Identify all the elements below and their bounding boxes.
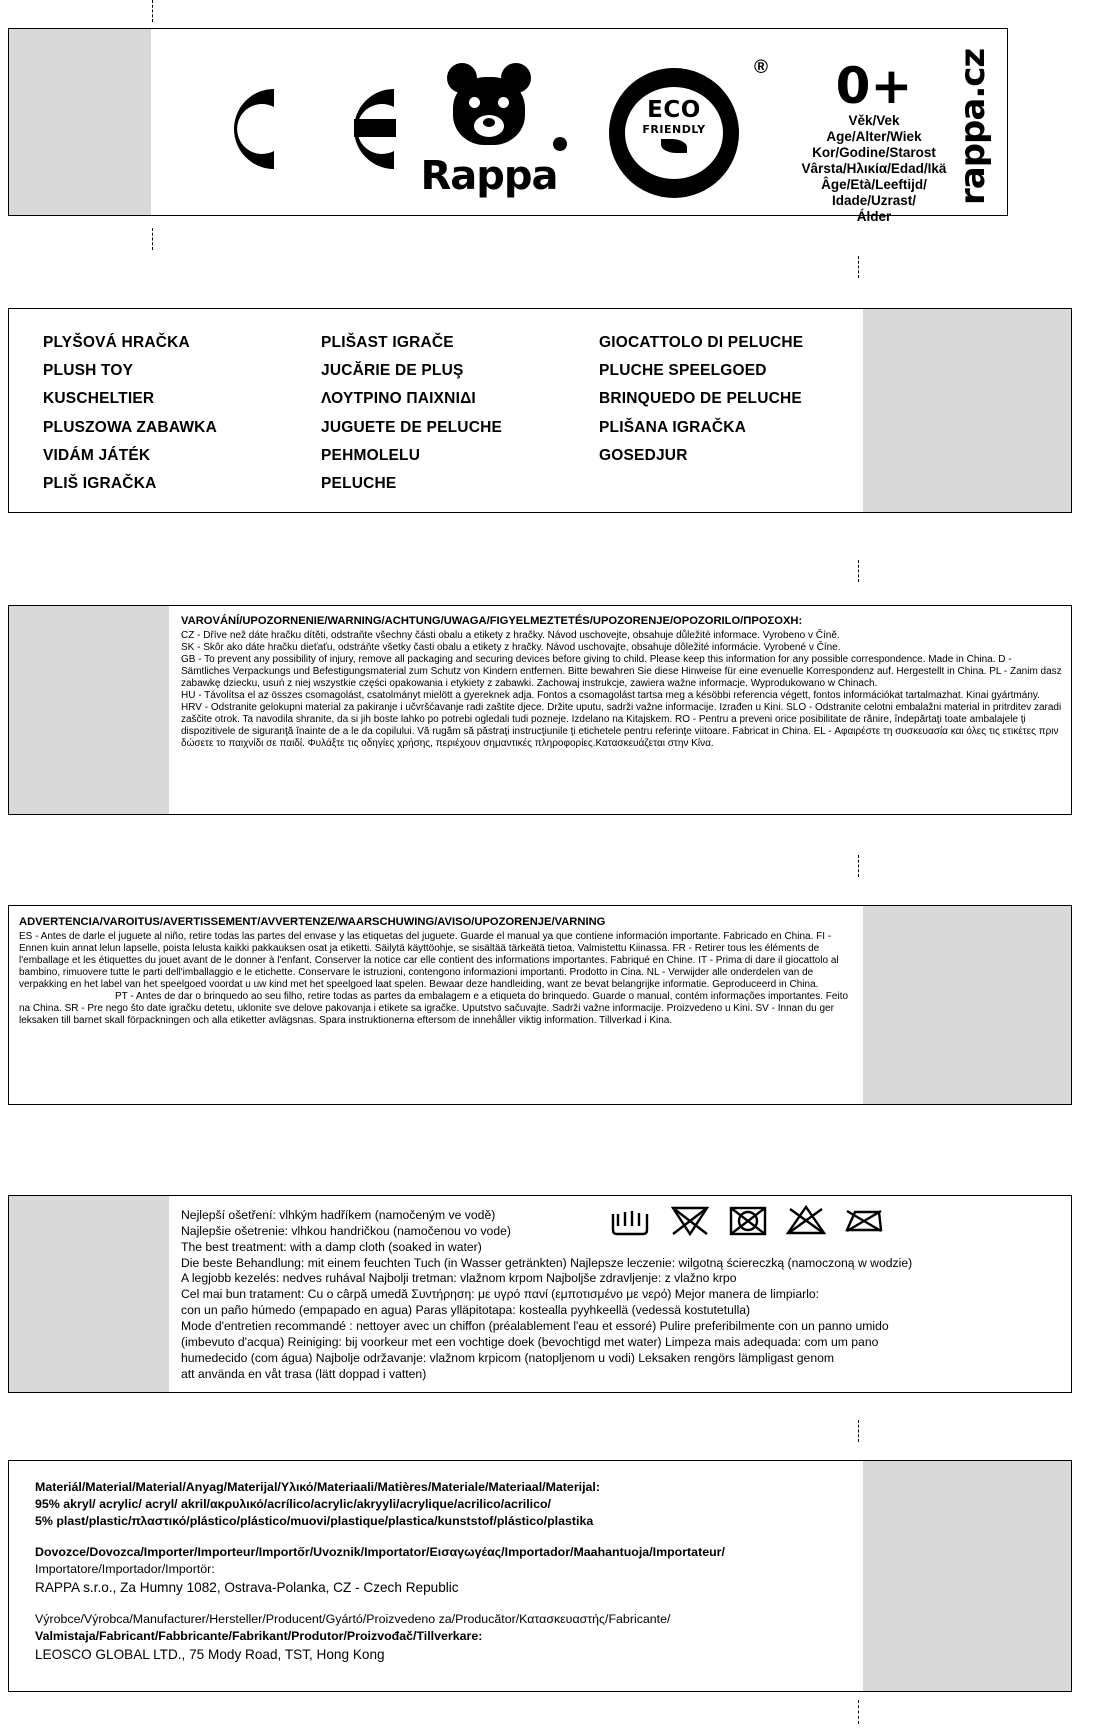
eco-friendly-badge xyxy=(599,63,749,213)
bear-head-icon xyxy=(445,63,533,151)
age-label: Álder xyxy=(856,208,892,224)
warning-paragraph: CZ - Dříve než dáte hračku dítěti, odstraňte všechny části obalu a etikety z hračky. Návod uschovejte, obsahuje důležité informace. Vyrobeno v Číně. xyxy=(181,629,840,641)
manufacturer-label: Výrobce/Výrobca/Manufacturer/Hersteller/Producent/Gyártó/Proizvedeno za/Producător/Κατασκευαστής/Fabricante/ xyxy=(35,1612,671,1627)
care-instructions-panel xyxy=(8,1195,1072,1393)
svg-text:RAPPA ORIGINAL: RAPPA ORIGINAL xyxy=(618,159,730,202)
care-line: (imbevuto d'acqua) Reiniging: bij voorkeur met een vochtige doek (bevochtigd met water) Limpeza mais adequada: com um pano xyxy=(181,1334,879,1349)
grey-bleed-area xyxy=(9,606,169,814)
crop-mark xyxy=(858,1420,859,1442)
care-line: att använda en våt trasa (lätt doppad i vatten) xyxy=(181,1366,427,1381)
product-name: ΛΟΥΤΡΙΝΟ ΠΑΙΧΝΙΔΙ xyxy=(321,390,476,408)
grey-bleed-area xyxy=(863,1461,1071,1691)
crop-mark xyxy=(858,256,859,278)
warning-panel-2 xyxy=(8,905,1072,1105)
product-name: GOSEDJUR xyxy=(599,446,688,464)
importer-value: RAPPA s.r.o., Za Humny 1082, Ostrava-Polanka, CZ - Czech Republic xyxy=(35,1579,459,1595)
no-iron-icon xyxy=(841,1202,887,1238)
care-line: Nejlepší ošetření: vlhkým hadříkem (namočeným ve vodě) xyxy=(181,1208,496,1222)
warning-paragraph: PT - Antes de dar o brinquedo ao seu filho, retire todas as partes da embalagem e a etiqueta do brinquedo. Guarde o manual, contém informações importantes. Feito na China. SR - Pre nego što date igračku detetu, uklonite sve delove pakovanja i etikete sa igračke. Uputstvo sačuvajte. Sadrži važne informacije. Proizvedeno u Kini. SV - Innan du ger leksaken till barnet skall förpackningen och alla etiketter avlägsnas. Spara instruktionerna eftersom de innehåller viktig information. Tillverkad i Kina. xyxy=(19,991,849,1027)
material-composition-line: 95% akryl/ acrylic/ acryl/ akril/ακρυλικό/acrílico/acrylic/akryyli/acrylique/acrilico/acrilico/ xyxy=(35,1497,552,1512)
no-tumble-dry-icon xyxy=(725,1202,771,1238)
warning-paragraph: GB - To prevent any possibility of injury, remove all packaging and securing devices before giving to child. Please keep this information for any possible correspondence. Made in China. D - Sämtliches Verpackungs und Befestigungsmaterial zum Schutz von Kindern entfernen. Bitte bewahren Sie diese Hinweise für eine evenuelle Korrespondenz auf. Hergestellt in China. PL - Zanim dasz zabawkę dziecku, usuń z niej wszystkie części opakowania i etykiety z zabawki. Zachowaj instrukcje, zawiera wažne informacje. Wyprodukowano w Chinach. xyxy=(181,653,1062,689)
product-name: KUSCHELTIER xyxy=(43,390,155,408)
importer-label-cont: Importatore/Importador/Importör: xyxy=(35,1562,215,1577)
warning-paragraph: HU - Távolítsa el az összes csomagolást, csatolmányt mielött a gyereknek adja. Fontos a csomagolást tartsa meg a késöbbi referencia végett, fontos információkat tartalmazhat. Kinai gyártmány. HRV - Odstranite gelokupni material za pakiranje i učvršćavanje radi zaštite djece. Držite uputu, sadrži važne informacije. Izrađen u Kini. SLO - Odstranite celotni embalažni material in pritrditev zaradi zaščite otrok. Ta navodila shranite, da si jih boste lahko po potrebi ogledali tudi pozneje. Izdelano na Kitajskem. RO - Pentru a preveni orice posibilitate de rănire, îndepărtaţi toate ambalajele ţi dispozitivele de siguranţă înainte de a le da copilului. Vă rugăm să păstraţi instrucţiunile ţi etichetele pentru referinţe viitoare. Fabricat in China. EL - Αφαιρέστε τη συσκευασία και όλες τις ετικέτες πριν δώσετε το παιχνίδι σε παιδί. Φυλάξτε τις οδηγίες χρήσης, περιέχουν σημαντικές πληροφορίες.Κατασκευάζεται στην Κίνα. xyxy=(181,690,1062,750)
crop-mark xyxy=(858,560,859,582)
grey-bleed-area xyxy=(9,29,151,215)
product-name: VIDÁM JÁTÉK xyxy=(43,446,151,464)
crop-mark xyxy=(152,0,153,22)
grey-bleed-area xyxy=(9,1196,169,1392)
product-name-panel xyxy=(8,308,1072,513)
care-line: humedecido (com água) Najbolje održavanje: vlažnom krpicom (natopljenom u vodi) Leksaken rengörs lämpligast genom xyxy=(181,1350,835,1365)
care-line: Mode d'entretien recommandé : nettoyer avec un chiffon (préalablement l'eau et essoré) Pulire preferibilmente con un panno umido xyxy=(181,1319,889,1334)
manufacturer-value: LEOSCO GLOBAL LTD., 75 Mody Road, TST, Hong Kong xyxy=(35,1646,385,1662)
care-line: Najlepšie ošetrenie: vlhkou handričkou (namočenou vo vode) xyxy=(181,1223,511,1238)
product-name: PLUCHE SPEELGOED xyxy=(599,362,767,380)
product-names-column-1 xyxy=(43,329,321,498)
grey-bleed-area xyxy=(863,309,1071,512)
importer-label: Dovozce/Dovozca/Importer/Importeur/Importőr/Uvoznik/Importator/Εισαγωγέας/Importador/Maahantuoja/Importateur/ xyxy=(35,1545,725,1560)
no-bleach-icon xyxy=(667,1202,713,1238)
warning-paragraph: ES - Antes de darle el juguete al niño, retire todas las partes del envase y las etiquetas del juguete. Guarde el manual ya que contiene información importante. Fabricado en China. FI - Ennen kuin annat lelun lapselle, poista lelusta kaikki pakkauksen osat ja etiketti. Säilytä käyttöohje, se sisältää tärkeätä tietoa. Valmistettu Kiinassa. FR - Retirer tous les éléments de l'emballage et les étiquettes du jouet avant de le donner à l'enfant. Conserver la notice car elle contient des informations importantes. Fabriqué en Chine. IT - Prima di dare il giocattolo al bambino, rimuovere tutte le parti dell'imballaggio e le etichette. Conservare le istruzioni, contengono informazioni importanti. Prodotto in Cina. NL - Verwijder alle onderdelen van de verpakking en het label van het speelgoed voordat u uw kind met het speelgoed laat spelen. Bewaar deze handleiding, want ze bevat belangrijke informatie. Geproduceerd in China. xyxy=(19,930,839,990)
website-url: rappa.cz xyxy=(953,48,993,205)
eco-label-primary: ECO xyxy=(647,97,701,123)
warning-title: VAROVÁNÍ/UPOZORNENIE/WARNING/ACHTUNG/UWAGA/FIGYELMEZTETÉS/UPOZORENJE/OPOZORILO/ΠΡΟΣΟΧΗ: xyxy=(181,615,803,627)
crop-mark xyxy=(152,228,153,250)
material-composition-line: 5% plast/plastic/πλαστικό/plástico/plástico/muovi/plastique/plastica/kunststof/plástico/plastika xyxy=(35,1514,594,1529)
product-name: PLIŠANA IGRAČKA xyxy=(599,418,747,436)
age-label: Age/Alter/Wiek xyxy=(826,128,922,144)
care-symbols-row xyxy=(609,1202,887,1238)
care-line: Cel mai bun tratament: Cu o cârpă umedă Συντήρηση: με υγρό πανί (εμποτισμένο με νερό) Mejor manera de limpiarlo: xyxy=(181,1287,820,1302)
product-name: GIOCATTOLO DI PELUCHE xyxy=(599,334,804,351)
age-label: Vârsta/Ηλικία/Edad/Ikä xyxy=(801,160,947,176)
manufacturer-label-cont: Valmistaja/Fabricant/Fabbricante/Fabrikant/Produtor/Proizvođač/Tillverkare: xyxy=(35,1629,483,1644)
age-label: Věk/Vek xyxy=(848,113,900,128)
product-name: JUCĂRIE DE PLUŞ xyxy=(321,362,464,380)
material-label: Materiál/Material/Material/Anyag/Materijal/Υλικό/Materiaali/Matières/Materiale/Materiaal/Materijal: xyxy=(35,1480,600,1494)
age-label: Âge/Età/Leeftijd/ xyxy=(821,176,927,192)
warning-paragraph: SK - Skôr ako dáte hračku dieťaťu, odstráňte všetky časti obalu a etikety z hračky. Návod uschovajte, obsahuje dôležité informácie. Vyrobené v Číne. xyxy=(181,641,841,653)
warning-panel-1 xyxy=(8,605,1072,815)
care-line: The best treatment: with a damp cloth (soaked in water) xyxy=(181,1239,482,1254)
product-name: BRINQUEDO DE PELUCHE xyxy=(599,390,802,408)
crop-mark xyxy=(858,855,859,877)
warning-title: ADVERTENCIA/VAROITUS/AVERTISSEMENT/AVVERTENZE/WAARSCHUWING/AVISO/UPOZORENJE/VARNING xyxy=(19,916,606,928)
product-names-column-3 xyxy=(599,329,877,498)
registered-trademark-icon: ® xyxy=(754,57,768,78)
product-info-panel xyxy=(8,1460,1072,1692)
crop-mark xyxy=(858,1700,859,1724)
product-name: PEHMOLELU xyxy=(321,446,421,464)
rappa-original-arc-text xyxy=(599,63,749,213)
product-name: PELUCHE xyxy=(321,475,397,493)
rappa-wordmark: Rappa xyxy=(420,153,558,199)
age-label: Kor/Godine/Starost xyxy=(812,144,936,160)
grey-bleed-area xyxy=(863,906,1071,1104)
product-name: PLIŠ IGRAČKA xyxy=(43,475,157,493)
no-dry-clean-icon xyxy=(783,1202,829,1238)
logo-panel xyxy=(8,28,1008,224)
hand-wash-icon xyxy=(609,1202,655,1238)
product-name: PLUSZOWA ZABAWKA xyxy=(43,418,217,436)
product-names-column-2 xyxy=(321,329,599,498)
product-name: PLUSH TOY xyxy=(43,362,134,380)
product-name: PLIŠAST IGRAČE xyxy=(321,334,454,351)
eco-label-secondary: FRIENDLY xyxy=(642,123,706,136)
care-line: Die beste Behandlung: mit einem feuchten Tuch (in Wasser getränkten) Najlepsze leczenie: wilgotną ściereczką (namoczoną w wodzie) xyxy=(181,1255,913,1270)
age-recommendation xyxy=(799,57,949,224)
age-label: Idade/Uzrast/ xyxy=(831,192,917,208)
care-line: con un paño húmedo (empapado en agua) Paras ylläpitotapa: kostealla pyyhkeellä (vedessä kostutetulla) xyxy=(181,1303,751,1318)
care-line: A legjobb kezelés: nedves ruhával Najbolji tretman: vlažnom krpom Najboljše zdravljenje: z vlažno krpo xyxy=(181,1271,737,1286)
age-value: 0+ xyxy=(835,57,913,115)
rappa-dot-icon xyxy=(553,137,567,151)
product-name: PLYŠOVÁ HRAČKA xyxy=(43,334,190,351)
product-name: JUGUETE DE PELUCHE xyxy=(321,418,503,436)
rappa-brand-logo xyxy=(389,63,589,199)
